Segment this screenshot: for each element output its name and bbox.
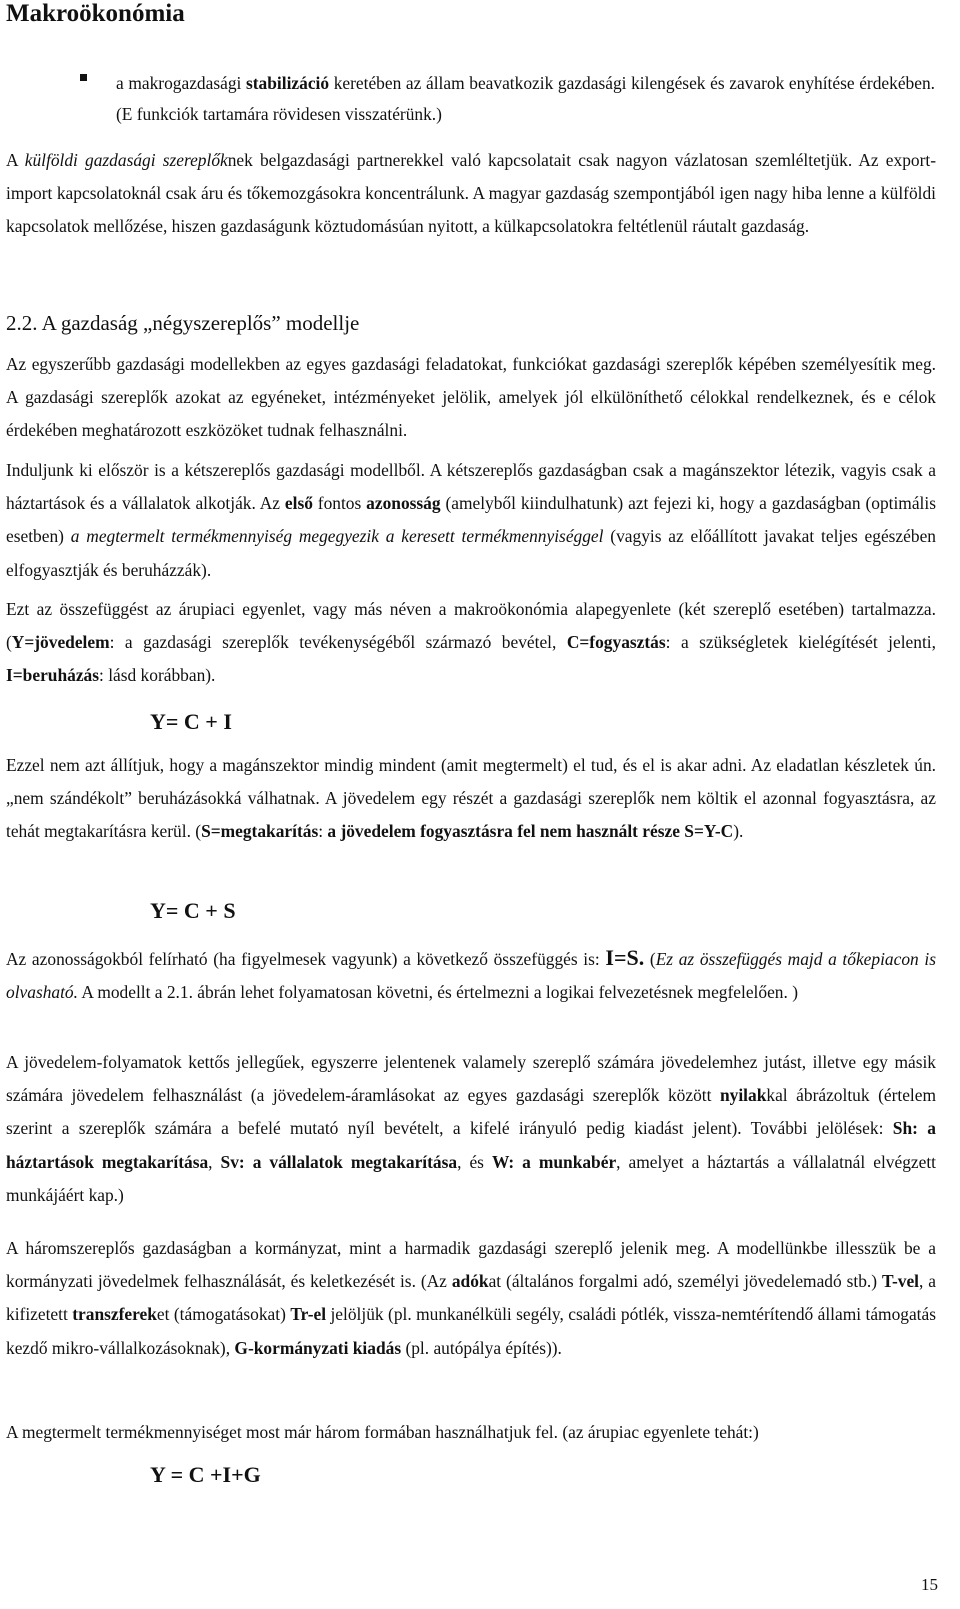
formula-y-c-s: Y= C + S bbox=[150, 898, 236, 923]
bullet-paragraph: a makrogazdasági stabilizáció keretében az állam beavatkozik gazdasági kilengések és zavarok enyhítése érdekében. (E funkciók tartamára rövidesen visszatérünk.) bbox=[116, 73, 936, 124]
paragraph-three-actor: A háromszereplős gazdaságban a kormányzat, mint a harmadik gazdasági szereplő jelenik meg. A modellünkbe illesszük be a kormányzati jövedelmek felhasználását, és keletkezését is. (Az adókat (általános forgalmi adó, személyi jövedelemadó stb.) T-vel, a kifizetett transzfereket (támogatásokat) Tr-el jelöljük (pl. munkanélküli segély, családi pótlék, vissza-nemtérítendő állami támogatás kezdő mikro-vállalkozásoknak), G-kormányzati kiadás (pl. autópálya építés)). bbox=[6, 1238, 937, 1358]
paragraph-models: Az egyszerűbb gazdasági modellekben az egyes gazdasági feladatokat, funkciókat gazdasági szereplők képében személyesítik meg. A gazdasági szereplők azokat az egyéneket, intézményeket jelölik, amelyek jól elkülöníthető célokkal rendelkeznek, és e célok érdekében meghatározott eszközöket tudnak felhasználni. bbox=[6, 354, 936, 441]
paragraph-savings: Ezzel nem azt állítjuk, hogy a magánszektor mindig mindent (amit megtermelt) el tud, és el is akar adni. Az eladatlan készletek ún. „nem szándékolt” beruházásokká válhatnak. A jövedelem egy részét a gazdasági szereplők nem költik el azonnal fogyasztásra, az tehát megtakarításra kerül. (S=megtakarítás: a jövedelem fogyasztásra fel nem használt része S=Y-C). bbox=[6, 755, 936, 842]
paragraph-identity: Az azonosságokból felírható (ha figyelmesek vagyunk) a következő összefüggés is: I=S. (Ez az összefüggés majd a tőkepiacon is olvasható. A modellt a 2.1. ábrán lehet folyamatosan követni, és értelmezni a logikai felvezetésnek megfelelően. ) bbox=[6, 945, 936, 1003]
formula-y-c-i-g: Y = C +I+G bbox=[150, 1462, 261, 1487]
page-number: 15 bbox=[921, 1575, 938, 1594]
paragraph-equation: Ezt az összefüggést az árupiaci egyenlet, vagy más néven a makroökonómia alapegyenlete (két szereplő esetében) tartalmazza. (Y=jövedelem: a gazdasági szereplők tevékenységéből származó bevétel, C=fogyasztás: a szükségletek kielégítését jelenti, I=beruházás: lásd korábban). bbox=[6, 599, 936, 686]
formula-y-c-i: Y= C + I bbox=[150, 709, 232, 734]
paragraph-two-actor: Induljunk ki először is a kétszereplős gazdasági modellből. A kétszereplős gazdaságban csak a magánszektor létezik, vagyis csak a háztartások és a vállalatok alkotják. Az első fontos azonosság (amelyből kiindulhatunk) azt fejezi ki, hogy a gazdaságban (optimális esetben) a megtermelt termékmennyiség megegyezik a keresett termékmennyiséggel (vagyis az előállított javakat teljes egészében elfogyasztják és beruházzák). bbox=[6, 460, 936, 580]
paragraph-usage: A megtermelt termékmennyiséget most már három formában használhatjuk fel. (az árupiac egyenlete tehát:) bbox=[6, 1422, 759, 1442]
page-header-title: Makroökonómia bbox=[6, 0, 185, 27]
bullet-square-icon bbox=[80, 74, 87, 81]
paragraph-income-flows: A jövedelem-folyamatok kettős jellegűek, egyszerre jelentenek valamely szereplő számára jövedelemhez jutást, illetve egy másik számára jövedelem felhasználást (a jövedelem-áramlásokat az egyes gazdasági szereplők között nyilakkal ábrázoltuk (értelem szerint a szereplők számára a befelé mutató nyíl bevételt, a kifelé irányuló pedig kiadást jelent). További jelölések: Sh: a háztartások megtakarítása, Sv: a vállalatok megtakarítása, és W: a munkabér, amelyet a háztartás a vállalatnál elvégzett munkájáért kap.) bbox=[6, 1052, 937, 1205]
section-heading: 2.2. A gazdaság „négyszereplős” modellje bbox=[6, 311, 360, 335]
paragraph-foreign-actors: A külföldi gazdasági szereplőknek belgazdasági partnerekkel való kapcsolatait csak nagyon vázlatosan szemléltetjük. Az export-import kapcsolatoknál csak áru és tőkemozgásokra koncentrálunk. A magyar gazdaság szempontjából igen nagy hiba lenne a külföldi kapcsolatok mellőzése, hiszen gazdaságunk köztudomásúan nyitott, a külkapcsolatokra feltétlenül ráutalt gazdaság. bbox=[6, 150, 937, 237]
